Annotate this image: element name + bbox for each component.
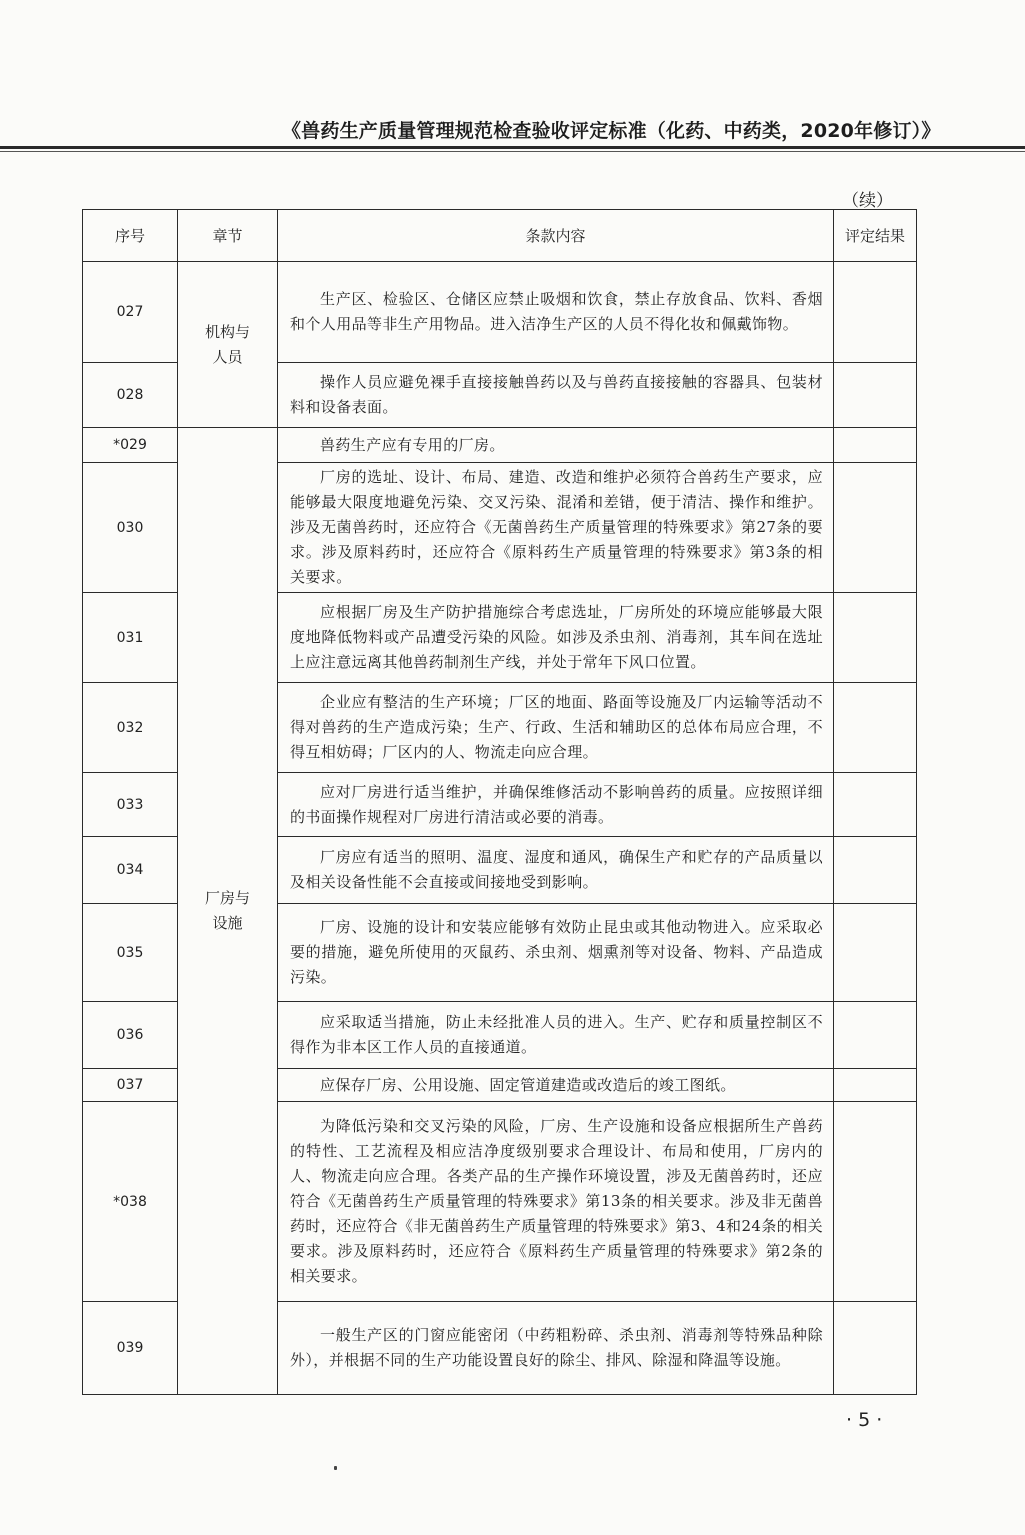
column-header-content: 条款内容 bbox=[278, 210, 834, 262]
clause-content: 兽药生产应有专用的厂房。 bbox=[278, 428, 834, 463]
clause-content: 厂房的选址、设计、布局、建造、改造和维护必须符合兽药生产要求，应能够最大限度地避免污染、交叉污染、混淆和差错，便于清洁、操作和维护。涉及无菌兽药时，还应符合《无菌兽药生产质量管理的特殊要求》第27条的要求。涉及原料药时，还应符合《原料药生产质量管理的特殊要求》第3条的相关要求。 bbox=[278, 463, 834, 593]
row-number: 034 bbox=[83, 837, 178, 904]
result-cell[interactable] bbox=[834, 262, 917, 363]
row-number: 031 bbox=[83, 593, 178, 683]
result-cell[interactable] bbox=[834, 1002, 917, 1069]
clause-content: 应根据厂房及生产防护措施综合考虑选址，厂房所处的环境应能够最大限度地降低物料或产品遭受污染的风险。如涉及杀虫剂、消毒剂，其车间在选址上应注意远离其他兽药制剂生产线，并处于常年下风口位置。 bbox=[278, 593, 834, 683]
result-cell[interactable] bbox=[834, 363, 917, 428]
column-header-section: 章节 bbox=[178, 210, 278, 262]
section-personnel: 机构与人员 bbox=[178, 262, 278, 428]
row-number: 037 bbox=[83, 1069, 178, 1102]
row-number: 035 bbox=[83, 904, 178, 1002]
clause-content: 企业应有整洁的生产环境；厂区的地面、路面等设施及厂内运输等活动不得对兽药的生产造成污染；生产、行政、生活和辅助区的总体布局应合理，不得互相妨碍；厂区内的人、物流走向应合理。 bbox=[278, 683, 834, 773]
column-header-number: 序号 bbox=[83, 210, 178, 262]
result-cell[interactable] bbox=[834, 463, 917, 593]
continued-label: （续） bbox=[842, 191, 893, 211]
row-number: 032 bbox=[83, 683, 178, 773]
row-number: *029 bbox=[83, 428, 178, 463]
result-cell[interactable] bbox=[834, 593, 917, 683]
result-cell[interactable] bbox=[834, 1102, 917, 1302]
inspection-standard-table bbox=[82, 209, 917, 1395]
header-rule-thin bbox=[0, 151, 1025, 152]
result-cell[interactable] bbox=[834, 683, 917, 773]
clause-content: 应对厂房进行适当维护，并确保维修活动不影响兽药的质量。应按照详细的书面操作规程对厂房进行清洁或必要的消毒。 bbox=[278, 773, 834, 837]
section-facilities: 厂房与设施 bbox=[178, 428, 278, 1395]
header-rule-thick bbox=[0, 146, 1025, 149]
row-number: 030 bbox=[83, 463, 178, 593]
result-cell[interactable] bbox=[834, 428, 917, 463]
table-row bbox=[83, 262, 917, 363]
result-cell[interactable] bbox=[834, 773, 917, 837]
table-header-row bbox=[83, 210, 917, 262]
table-row bbox=[83, 428, 917, 463]
row-number: 033 bbox=[83, 773, 178, 837]
result-cell[interactable] bbox=[834, 1069, 917, 1102]
scan-speck bbox=[334, 1466, 337, 1470]
row-number: 028 bbox=[83, 363, 178, 428]
clause-content: 应保存厂房、公用设施、固定管道建造或改造后的竣工图纸。 bbox=[278, 1069, 834, 1102]
clause-content: 厂房应有适当的照明、温度、湿度和通风，确保生产和贮存的产品质量以及相关设备性能不会直接或间接地受到影响。 bbox=[278, 837, 834, 904]
clause-content: 为降低污染和交叉污染的风险，厂房、生产设施和设备应根据所生产兽药的特性、工艺流程及相应洁净度级别要求合理设计、布局和使用，厂房内的人、物流走向应合理。各类产品的生产操作环境设置，涉及无菌兽药时，还应符合《无菌兽药生产质量管理的特殊要求》第13条的相关要求。涉及非无菌兽药时，还应符合《非无菌兽药生产质量管理的特殊要求》第3、4和24条的相关要求。涉及原料药时，还应符合《原料药生产质量管理的特殊要求》第2条的相关要求。 bbox=[278, 1102, 834, 1302]
column-header-result: 评定结果 bbox=[834, 210, 917, 262]
clause-content: 一般生产区的门窗应能密闭（中药粗粉碎、杀虫剂、消毒剂等特殊品种除外），并根据不同的生产功能设置良好的除尘、排风、除湿和降温等设施。 bbox=[278, 1302, 834, 1395]
clause-content: 生产区、检验区、仓储区应禁止吸烟和饮食，禁止存放食品、饮料、香烟和个人用品等非生产用物品。进入洁净生产区的人员不得化妆和佩戴饰物。 bbox=[278, 262, 834, 363]
row-number: *038 bbox=[83, 1102, 178, 1302]
row-number: 039 bbox=[83, 1302, 178, 1395]
row-number: 036 bbox=[83, 1002, 178, 1069]
clause-content: 操作人员应避免裸手直接接触兽药以及与兽药直接接触的容器具、包装材料和设备表面。 bbox=[278, 363, 834, 428]
result-cell[interactable] bbox=[834, 904, 917, 1002]
page-number: · 5 · bbox=[846, 1409, 883, 1431]
row-number: 027 bbox=[83, 262, 178, 363]
document-header-title: 《兽药生产质量管理规范检查验收评定标准（化药、中药类，2020年修订）》 bbox=[282, 120, 941, 142]
clause-content: 厂房、设施的设计和安装应能够有效防止昆虫或其他动物进入。应采取必要的措施，避免所使用的灭鼠药、杀虫剂、烟熏剂等对设备、物料、产品造成污染。 bbox=[278, 904, 834, 1002]
result-cell[interactable] bbox=[834, 1302, 917, 1395]
result-cell[interactable] bbox=[834, 837, 917, 904]
clause-content: 应采取适当措施，防止未经批准人员的进入。生产、贮存和质量控制区不得作为非本区工作人员的直接通道。 bbox=[278, 1002, 834, 1069]
